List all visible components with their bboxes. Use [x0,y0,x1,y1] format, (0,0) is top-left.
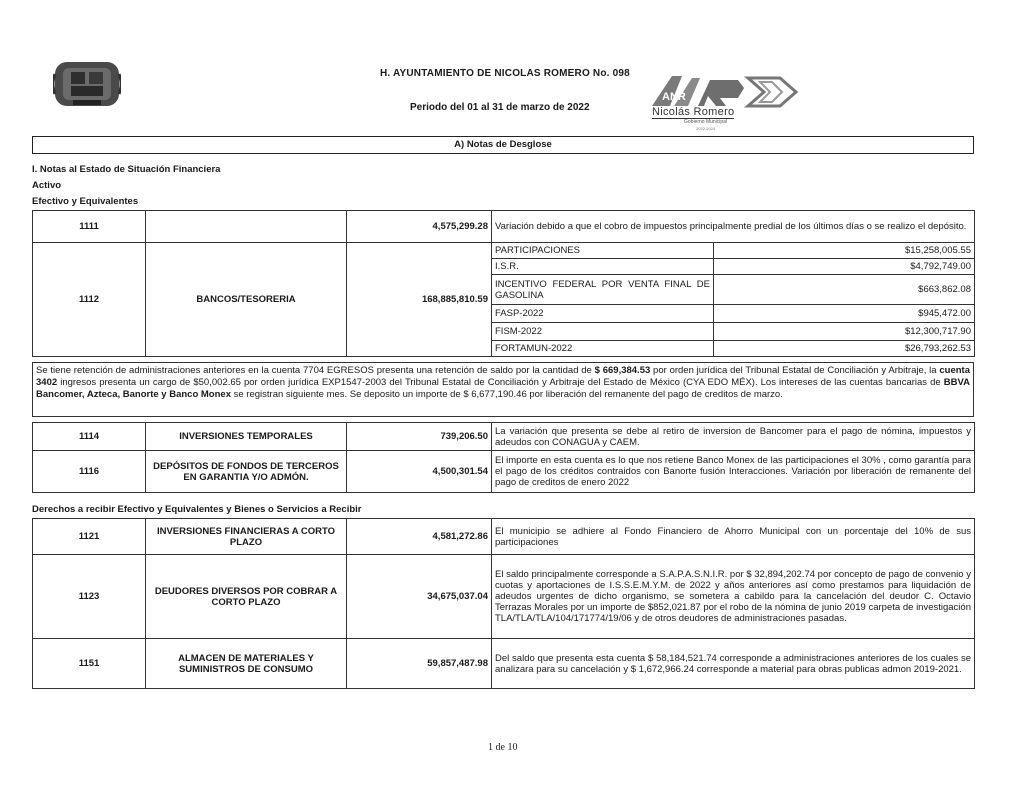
derechos-heading: Derechos a recibir Efectivo y Equivalentes y Bienes o Servicios a Recibir [32,504,362,515]
account-code: 1114 [33,423,146,451]
account-name: DEPÓSITOS DE FONDOS DE TERCEROS EN GARANTIA Y/O ADMÓN. [146,451,347,493]
account-amount: 739,206.50 [347,423,492,451]
account-name: BANCOS/TESORERIA [146,243,347,357]
account-name: INVERSIONES FINANCIERAS A CORTO PLAZO [146,519,347,555]
retention-paragraph [32,362,974,417]
account-description: Del saldo que presenta esta cuenta $ 58,184,521.74 corresponde a administraciones anteriores de los cuales se analizara para su cancelación y $ 1,672,966.24 corresponde a material para obras publicas admon 2019-2021. [492,639,975,689]
account-code: 1116 [33,451,146,493]
logo-mark: ANR [662,91,686,103]
account-description: El importe en esta cuenta es lo que nos retiene Banco Monex de las participaciones el 30% , como garantía para el pago de los créditos contraidos con Banorte fusión Interacciones. Variación por liberación de remanente del pago de creditos de enero 2022 [492,451,975,493]
account-code: 1151 [33,639,146,689]
document-title: H. AYUNTAMIENTO DE NICOLAS ROMERO No. 098 [380,68,630,79]
paragraph-text: ingresos presenta un cargo de $50,002.65 por orden jurídica EXP1547-2003 del Tribunal Estatal de Conciliación y Arbitraje del Estado de México (CYA EDO MÉX). Los intereses de las cuentas bancarias de [57,376,944,388]
paragraph-bold: cuenta 3402 [36,365,970,388]
nicolas-romero-logo-icon [648,72,808,132]
bank-item-value: $15,258,005.55 [714,243,975,259]
account-name: ALMACEN DE MATERIALES Y SUMINISTROS DE CONSUMO [146,639,347,689]
activo-heading: Activo [32,180,62,191]
account-name: INVERSIONES TEMPORALES [146,423,347,451]
account-name [146,211,347,243]
account-name: DEUDORES DIVERSOS POR COBRAR A CORTO PLAZO [146,555,347,639]
paragraph-text: se registran siguiente mes. Se deposito un importe de $ 6,677,190.46 por liberación del remanente del pago de creditos de marzo. [230,388,783,400]
table-row [33,211,975,243]
paragraph-bold: BBVA Bancomer, Azteca, Banorte y Banco Monex [36,376,970,400]
table-row [33,639,975,689]
table-row [33,243,975,259]
table-row [33,555,975,639]
logo-years: 2022-2024 [696,126,716,131]
bank-item-value: $4,792,749.00 [714,259,975,275]
bank-item-label: PARTICIPACIONES [492,243,714,259]
table-row [33,451,975,493]
logo-name: Nicolás Romero [652,106,735,118]
efectivo-table [32,210,975,357]
account-description: Variación debido a que el cobro de impuestos principalmente predial de los últimos días o se realizo el depósito. [492,211,975,243]
account-code: 1112 [33,243,146,357]
account-code: 1121 [33,519,146,555]
account-description: El saldo principalmente corresponde a S.A.P.A.S.N.I.R. por $ 32,894,202.74 por concepto de pago de convenio y cuotas y aportaciones de I.S.S.E.M.Y.M. de 2022 y años anteriores así como prestamos para liquidación de adeudos urgentes de dicho organismo, se sometera a cabildo para la cancelación del deudor C. Octavio Terrazas Morales por un importe de $852,021.87 por el robo de la nómina de junio 2019 carpeta de investigación TLA/TLA/TLA/104/171774/19/06 y de otros deudores de administraciones pasadas. [492,555,975,639]
account-amount: 4,575,299.28 [347,211,492,243]
table-row [33,423,975,451]
bank-item-label: I.S.R. [492,259,714,275]
account-code: 1111 [33,211,146,243]
paragraph-text: Se tiene retención de administraciones anteriores en la cuenta 7704 EGRESOS presenta una retención de saldo por la cantidad de [36,365,595,376]
bank-item-value: $12,300,717.90 [714,323,975,341]
document-period: Periodo del 01 al 31 de marzo de 2022 [410,102,590,113]
account-amount: 4,581,272.86 [347,519,492,555]
account-code: 1123 [33,555,146,639]
municipal-seal-icon [53,58,121,110]
bank-item-label: FISM-2022 [492,323,714,341]
account-amount: 168,885,810.59 [347,243,492,357]
logo-subtitle: Gobierno Municipal [684,119,728,125]
derechos-table [32,518,975,689]
section-bar: A) Notas de Desglose [32,136,974,154]
notes-title: I. Notas al Estado de Situación Financiera [32,164,221,175]
bank-item-value: $663,862.08 [714,275,975,305]
account-description: El municipio se adhiere al Fondo Financiero de Ahorro Municipal con un porcentaje del 10% de sus participaciones [492,519,975,555]
paragraph-bold: $ 669,384.53 [594,365,651,376]
bank-item-label: FASP-2022 [492,305,714,323]
account-amount: 4,500,301.54 [347,451,492,493]
bank-item-label: FORTAMUN-2022 [492,341,714,357]
account-description: La variación que presenta se debe al retiro de inversion de Bancomer para el pago de nómina, impuestos y adeudos con CONAGUA y CAEM. [492,423,975,451]
bank-item-label: INCENTIVO FEDERAL POR VENTA FINAL DE GASOLINA [492,275,714,305]
bank-item-value: $26,793,262.53 [714,341,975,357]
paragraph-text: por orden jurídica del Tribunal Estatal de Conciliación y Arbitraje, la [650,365,940,376]
efectivo-heading: Efectivo y Equivalentes [32,196,139,207]
page-number: 1 de 10 [488,742,518,753]
inversiones-table [32,422,975,493]
bank-item-value: $945,472.00 [714,305,975,323]
account-amount: 34,675,037.04 [347,555,492,639]
table-row [33,519,975,555]
account-amount: 59,857,487.98 [347,639,492,689]
